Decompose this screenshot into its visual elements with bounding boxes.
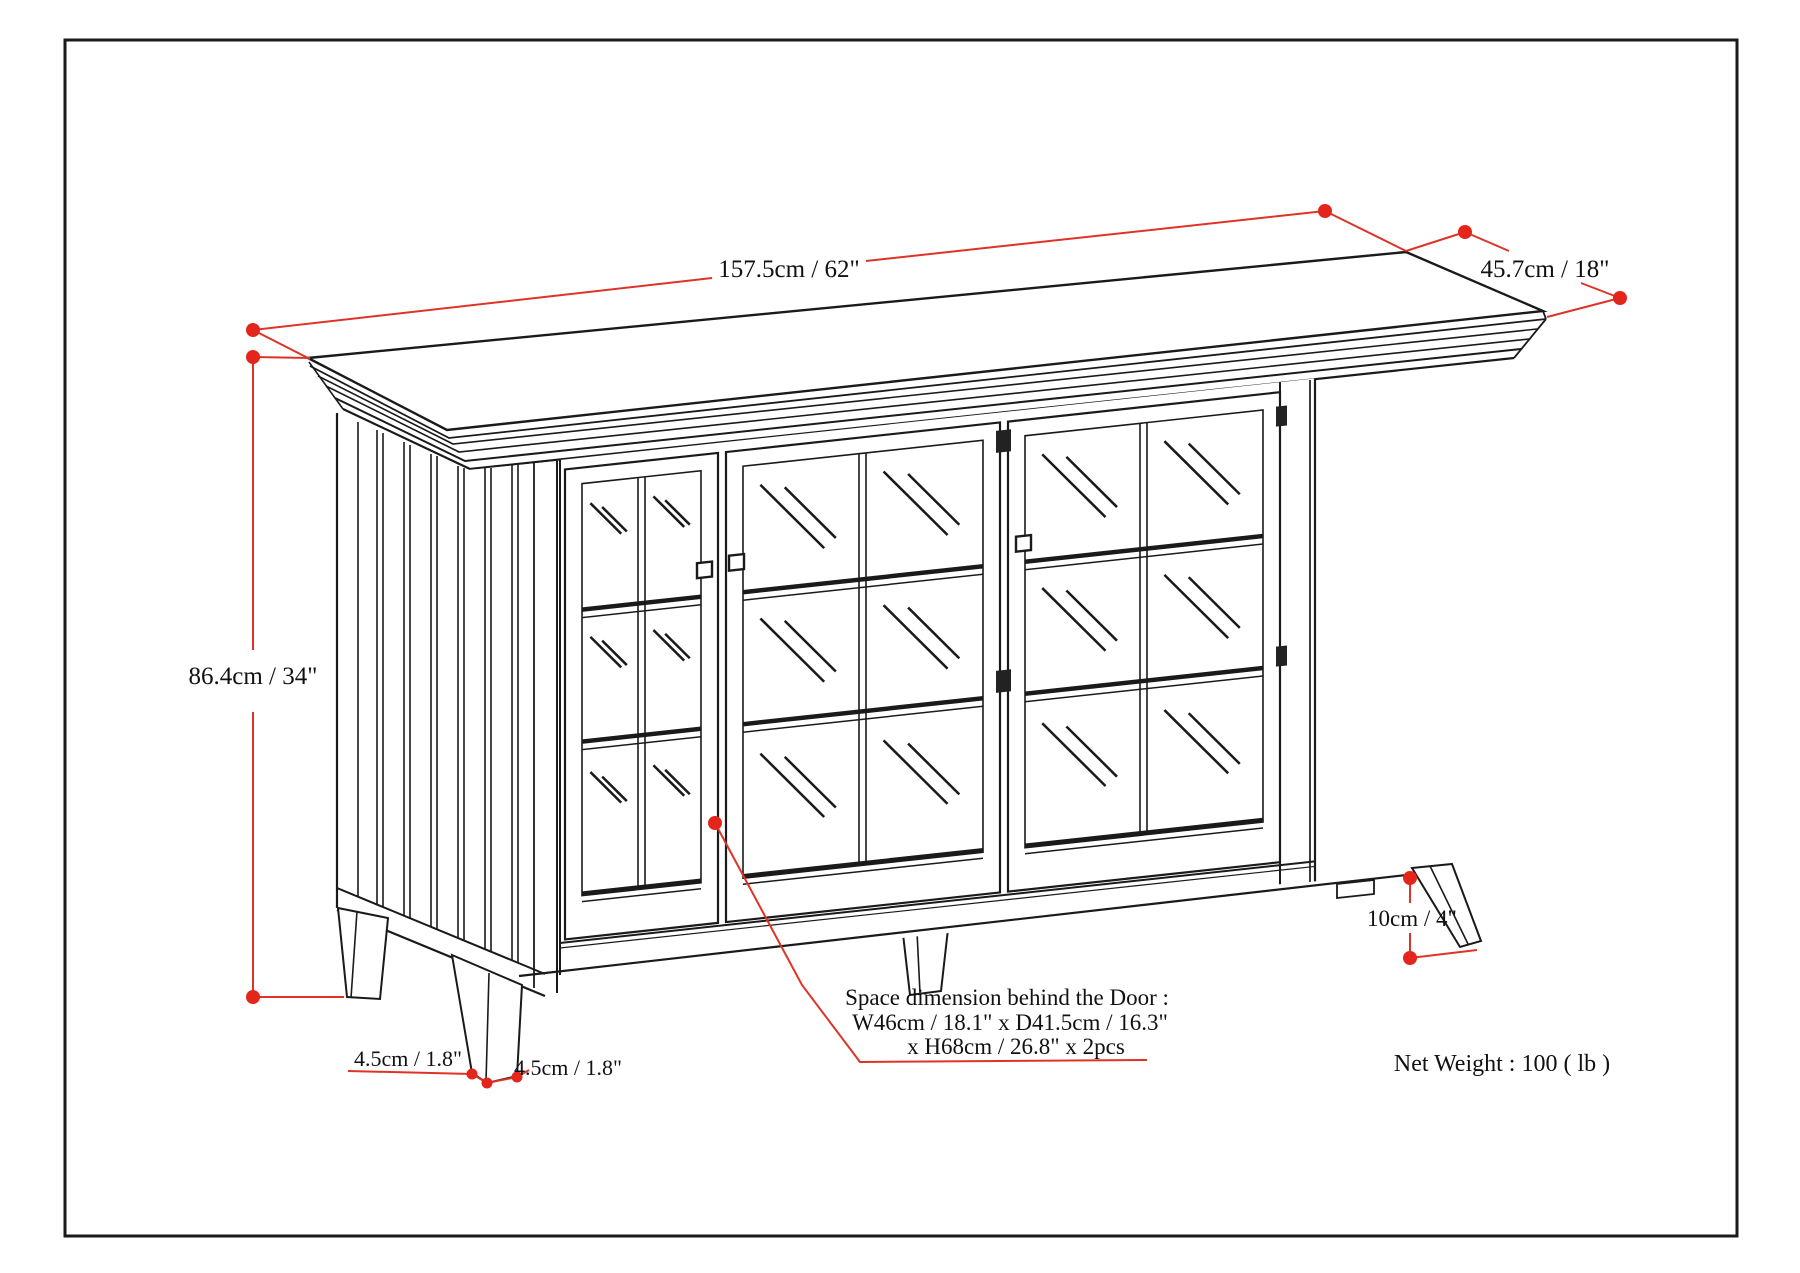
width-label: 157.5cm / 62" bbox=[718, 256, 860, 283]
back-left-leg bbox=[338, 908, 388, 999]
front-face-doors bbox=[560, 378, 1315, 975]
hinge-icon bbox=[1276, 645, 1287, 666]
space-note-line1: Space dimension behind the Door : bbox=[845, 985, 1169, 1010]
hinge-icon bbox=[996, 669, 1011, 693]
cabinet-drawing bbox=[308, 252, 1546, 1083]
hinge-icon bbox=[1276, 405, 1287, 426]
foot-right-label: 4.5cm / 1.8" bbox=[514, 1055, 622, 1080]
space-note-line2: W46cm / 18.1" x D41.5cm / 16.3" bbox=[852, 1010, 1168, 1035]
door3-handle bbox=[1016, 535, 1031, 552]
side-panel bbox=[337, 413, 557, 996]
depth-label: 45.7cm / 18" bbox=[1480, 256, 1610, 283]
space-note-line3: x H68cm / 26.8" x 2pcs bbox=[907, 1034, 1125, 1059]
foot-left-label: 4.5cm / 1.8" bbox=[354, 1046, 462, 1071]
height-label: 86.4cm / 34" bbox=[188, 663, 318, 690]
leg-height-label: 10cm / 4" bbox=[1367, 906, 1457, 931]
hinge-icon bbox=[996, 429, 1011, 453]
door2-handle bbox=[729, 554, 744, 571]
door1-handle bbox=[697, 562, 712, 579]
net-weight-label: Net Weight : 100 ( lb ) bbox=[1393, 1051, 1611, 1077]
